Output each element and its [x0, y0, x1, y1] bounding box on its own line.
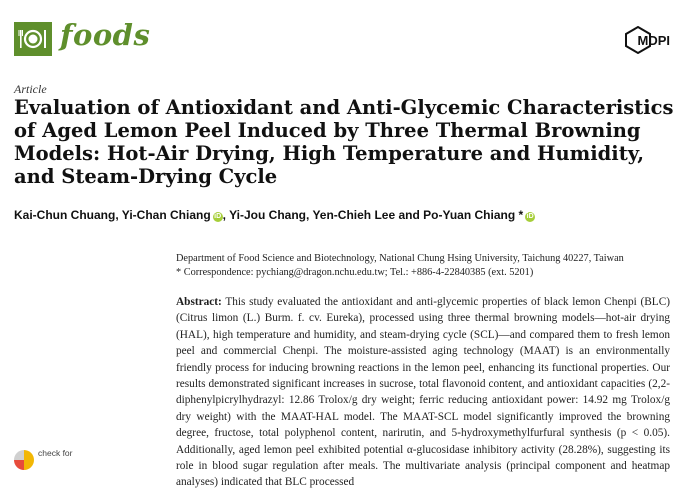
author-list	[14, 208, 678, 222]
check-for-updates-icon	[14, 450, 34, 470]
affiliation: Department of Food Science and Biotechnology, National Chung Hsing University, Taichung 40227, Taiwan	[176, 253, 624, 264]
author-name[interactable]: , Yi-Jou Chang, Yen-Chieh Lee and Po-Yuan Chiang *	[222, 208, 524, 222]
publisher-name: MDPI	[637, 32, 670, 48]
orcid-icon[interactable]: iD	[526, 213, 534, 220]
mdpi-logo-icon	[624, 26, 671, 54]
journal-logo-icon	[14, 22, 52, 56]
journal-name: foods	[60, 18, 151, 52]
abstract	[176, 294, 670, 491]
check-for-updates-label: check for	[38, 448, 73, 458]
abstract-text: This study evaluated the antioxidant and anti-glycemic properties of black lemon Chenpi (BLC) (Citrus limon (L.) Burm. f. cv. Eureka), processed using three thermal browning models—hot-air drying (HAL), high temperature and humidity, and steam-drying cycle (SCL)—and compared them to fresh lemon peel and commercial Chenpi. The moisture-assisted aging technology (MAAT) is an environmentally friendly process for inducing browning reactions in the lemon peel, enhancing its functional properties. Our results demonstrated significant increases in sucrose, total flavonoid content, and antioxidant capacities (2,2-diphenylpicrylhydrazyl: 12.86 Trolox/g dry weight; ferric reducing antioxidant power: 14.92 mg Trolox/g dry weight) with the MAAT-HAL model. The MAAT-SCL model significantly improved the browning degree, fructose, total polyphenol content, narirutin, and 5-hydroxymethylfurfural synthesis (p < 0.05). Additionally, aged lemon peel exhibited potential α-glucosidase inhibitory activity (28.28%), suggesting its role in blood sugar regulation after meals. The multivariate analysis (principal component and heatmap analyses) indicated that BLC processed	[176, 296, 670, 489]
author-name[interactable]: Kai-Chun Chuang,	[14, 208, 122, 222]
affiliation-block	[176, 252, 676, 280]
orcid-icon[interactable]: iD	[214, 213, 222, 220]
article-title: Evaluation of Antioxidant and Anti-Glycemic Characteristics of Aged Lemon Peel Induced by Three Thermal Browning Models: Hot-Air Drying, High Temperature and Humidity, and Steam-Drying Cycle	[14, 96, 674, 188]
correspondence: * Correspondence: pychiang@dragon.nchu.edu.tw; Tel.: +886-4-22840385 (ext. 5201)	[176, 267, 534, 278]
check-for-updates-badge[interactable]	[14, 448, 73, 470]
author-name[interactable]: Yi-Chan Chiang	[121, 208, 211, 222]
abstract-label: Abstract:	[176, 296, 222, 308]
article-type: Article	[14, 82, 47, 96]
